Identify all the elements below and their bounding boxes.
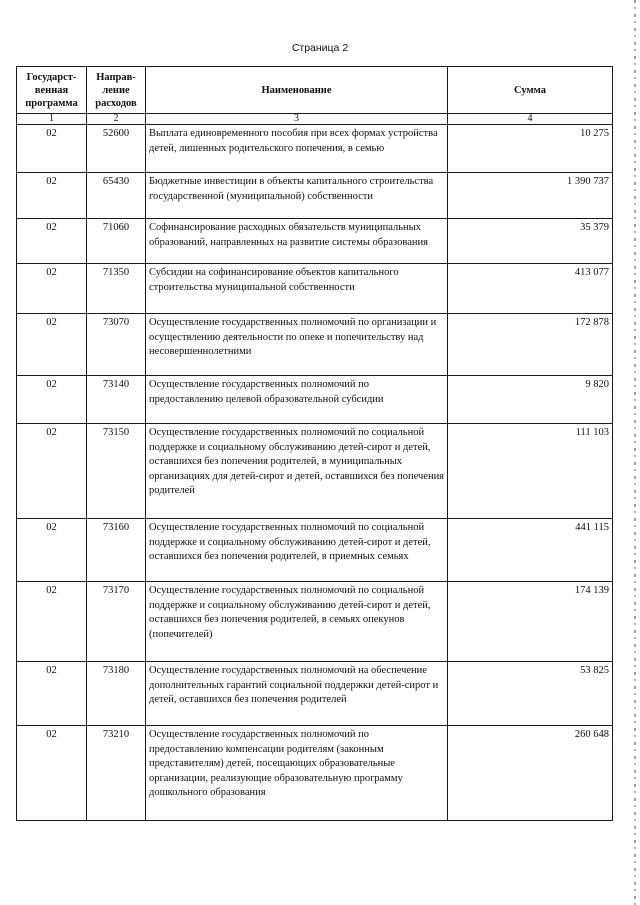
name-cell: Бюджетные инвестиции в объекты капитального строительства государственной (муниципальной) собственности — [146, 173, 448, 219]
sum-cell: 260 648 — [448, 726, 613, 821]
sum-cell: 1 390 737 — [448, 173, 613, 219]
name-cell: Осуществление государственных полномочий на обеспечение дополнительных гарантий социальной поддержки детей-сирот и детей, оставшихся без попечения родителей — [146, 662, 448, 726]
sum-cell: 174 139 — [448, 582, 613, 662]
sum-cell: 413 077 — [448, 264, 613, 314]
program-cell: 02 — [17, 662, 87, 726]
name-cell: Осуществление государственных полномочий по социальной поддержке и социальному обслуживанию детей-сирот и детей, оставшихся без попечения родителей, в семьях опекунов (попечителей) — [146, 582, 448, 662]
table-row — [17, 125, 613, 173]
name-cell: Осуществление государственных полномочий по предоставлению целевой образовательной субсидии — [146, 376, 448, 424]
direction-cell: 73140 — [87, 376, 146, 424]
header-name: Наименование — [146, 67, 448, 114]
sum-cell: 111 103 — [448, 424, 613, 519]
program-cell: 02 — [17, 264, 87, 314]
direction-cell: 71060 — [87, 219, 146, 264]
column-number: 4 — [448, 114, 613, 125]
table-row — [17, 219, 613, 264]
sum-cell: 9 820 — [448, 376, 613, 424]
table-row — [17, 314, 613, 376]
direction-cell: 73180 — [87, 662, 146, 726]
sum-cell: 441 115 — [448, 519, 613, 582]
program-cell: 02 — [17, 424, 87, 519]
name-cell: Осуществление государственных полномочий по организации и осуществлению деятельности по опеке и попечительству над несовершеннолетними — [146, 314, 448, 376]
program-cell: 02 — [17, 519, 87, 582]
program-cell: 02 — [17, 376, 87, 424]
program-cell: 02 — [17, 219, 87, 264]
table-row — [17, 519, 613, 582]
name-cell: Выплата единовременного пособия при всех формах устройства детей, лишенных родительского попечения, в семью — [146, 125, 448, 173]
page-header: Страница 2 — [291, 42, 349, 54]
table-row — [17, 264, 613, 314]
budget-table — [16, 66, 613, 821]
direction-cell: 73170 — [87, 582, 146, 662]
direction-cell: 71350 — [87, 264, 146, 314]
name-cell: Субсидии на софинансирование объектов капитального строительства муниципальной собственности — [146, 264, 448, 314]
direction-cell: 73210 — [87, 726, 146, 821]
program-cell: 02 — [17, 314, 87, 376]
direction-cell: 52600 — [87, 125, 146, 173]
name-cell: Софинансирование расходных обязательств муниципальных образований, направленных на развитие системы образования — [146, 219, 448, 264]
name-cell: Осуществление государственных полномочий по социальной поддержке и социальному обслуживанию детей-сирот и детей, оставшихся без попечения родителей, в муниципальных организациях для детей-сирот и детей, оставшихся без попечения родителей — [146, 424, 448, 519]
table-row — [17, 424, 613, 519]
table-row — [17, 376, 613, 424]
sum-cell: 172 878 — [448, 314, 613, 376]
direction-cell: 73070 — [87, 314, 146, 376]
scan-edge-artifact — [634, 0, 636, 905]
header-row — [17, 67, 613, 114]
program-cell: 02 — [17, 173, 87, 219]
column-number: 2 — [87, 114, 146, 125]
sum-cell: 35 379 — [448, 219, 613, 264]
column-number: 3 — [146, 114, 448, 125]
name-cell: Осуществление государственных полномочий по предоставлению компенсации родителям (законным представителям) детей, посещающих образовательные организации, реализующие образовательную программу дошкольного образования — [146, 726, 448, 821]
program-cell: 02 — [17, 726, 87, 821]
program-cell: 02 — [17, 125, 87, 173]
table-row — [17, 173, 613, 219]
header-sum: Сумма — [448, 67, 613, 114]
table-row — [17, 726, 613, 821]
header-direction: Направ-ление расходов — [87, 67, 146, 114]
program-cell: 02 — [17, 582, 87, 662]
table-row — [17, 662, 613, 726]
column-number: 1 — [17, 114, 87, 125]
header-program: Государст-венная программа — [17, 67, 87, 114]
table-row — [17, 582, 613, 662]
direction-cell: 65430 — [87, 173, 146, 219]
name-cell: Осуществление государственных полномочий по социальной поддержке и социальному обслуживанию детей-сирот и детей, оставшихся без попечения родителей, в приемных семьях — [146, 519, 448, 582]
direction-cell: 73160 — [87, 519, 146, 582]
sum-cell: 10 275 — [448, 125, 613, 173]
direction-cell: 73150 — [87, 424, 146, 519]
column-number-row — [17, 114, 613, 125]
sum-cell: 53 825 — [448, 662, 613, 726]
